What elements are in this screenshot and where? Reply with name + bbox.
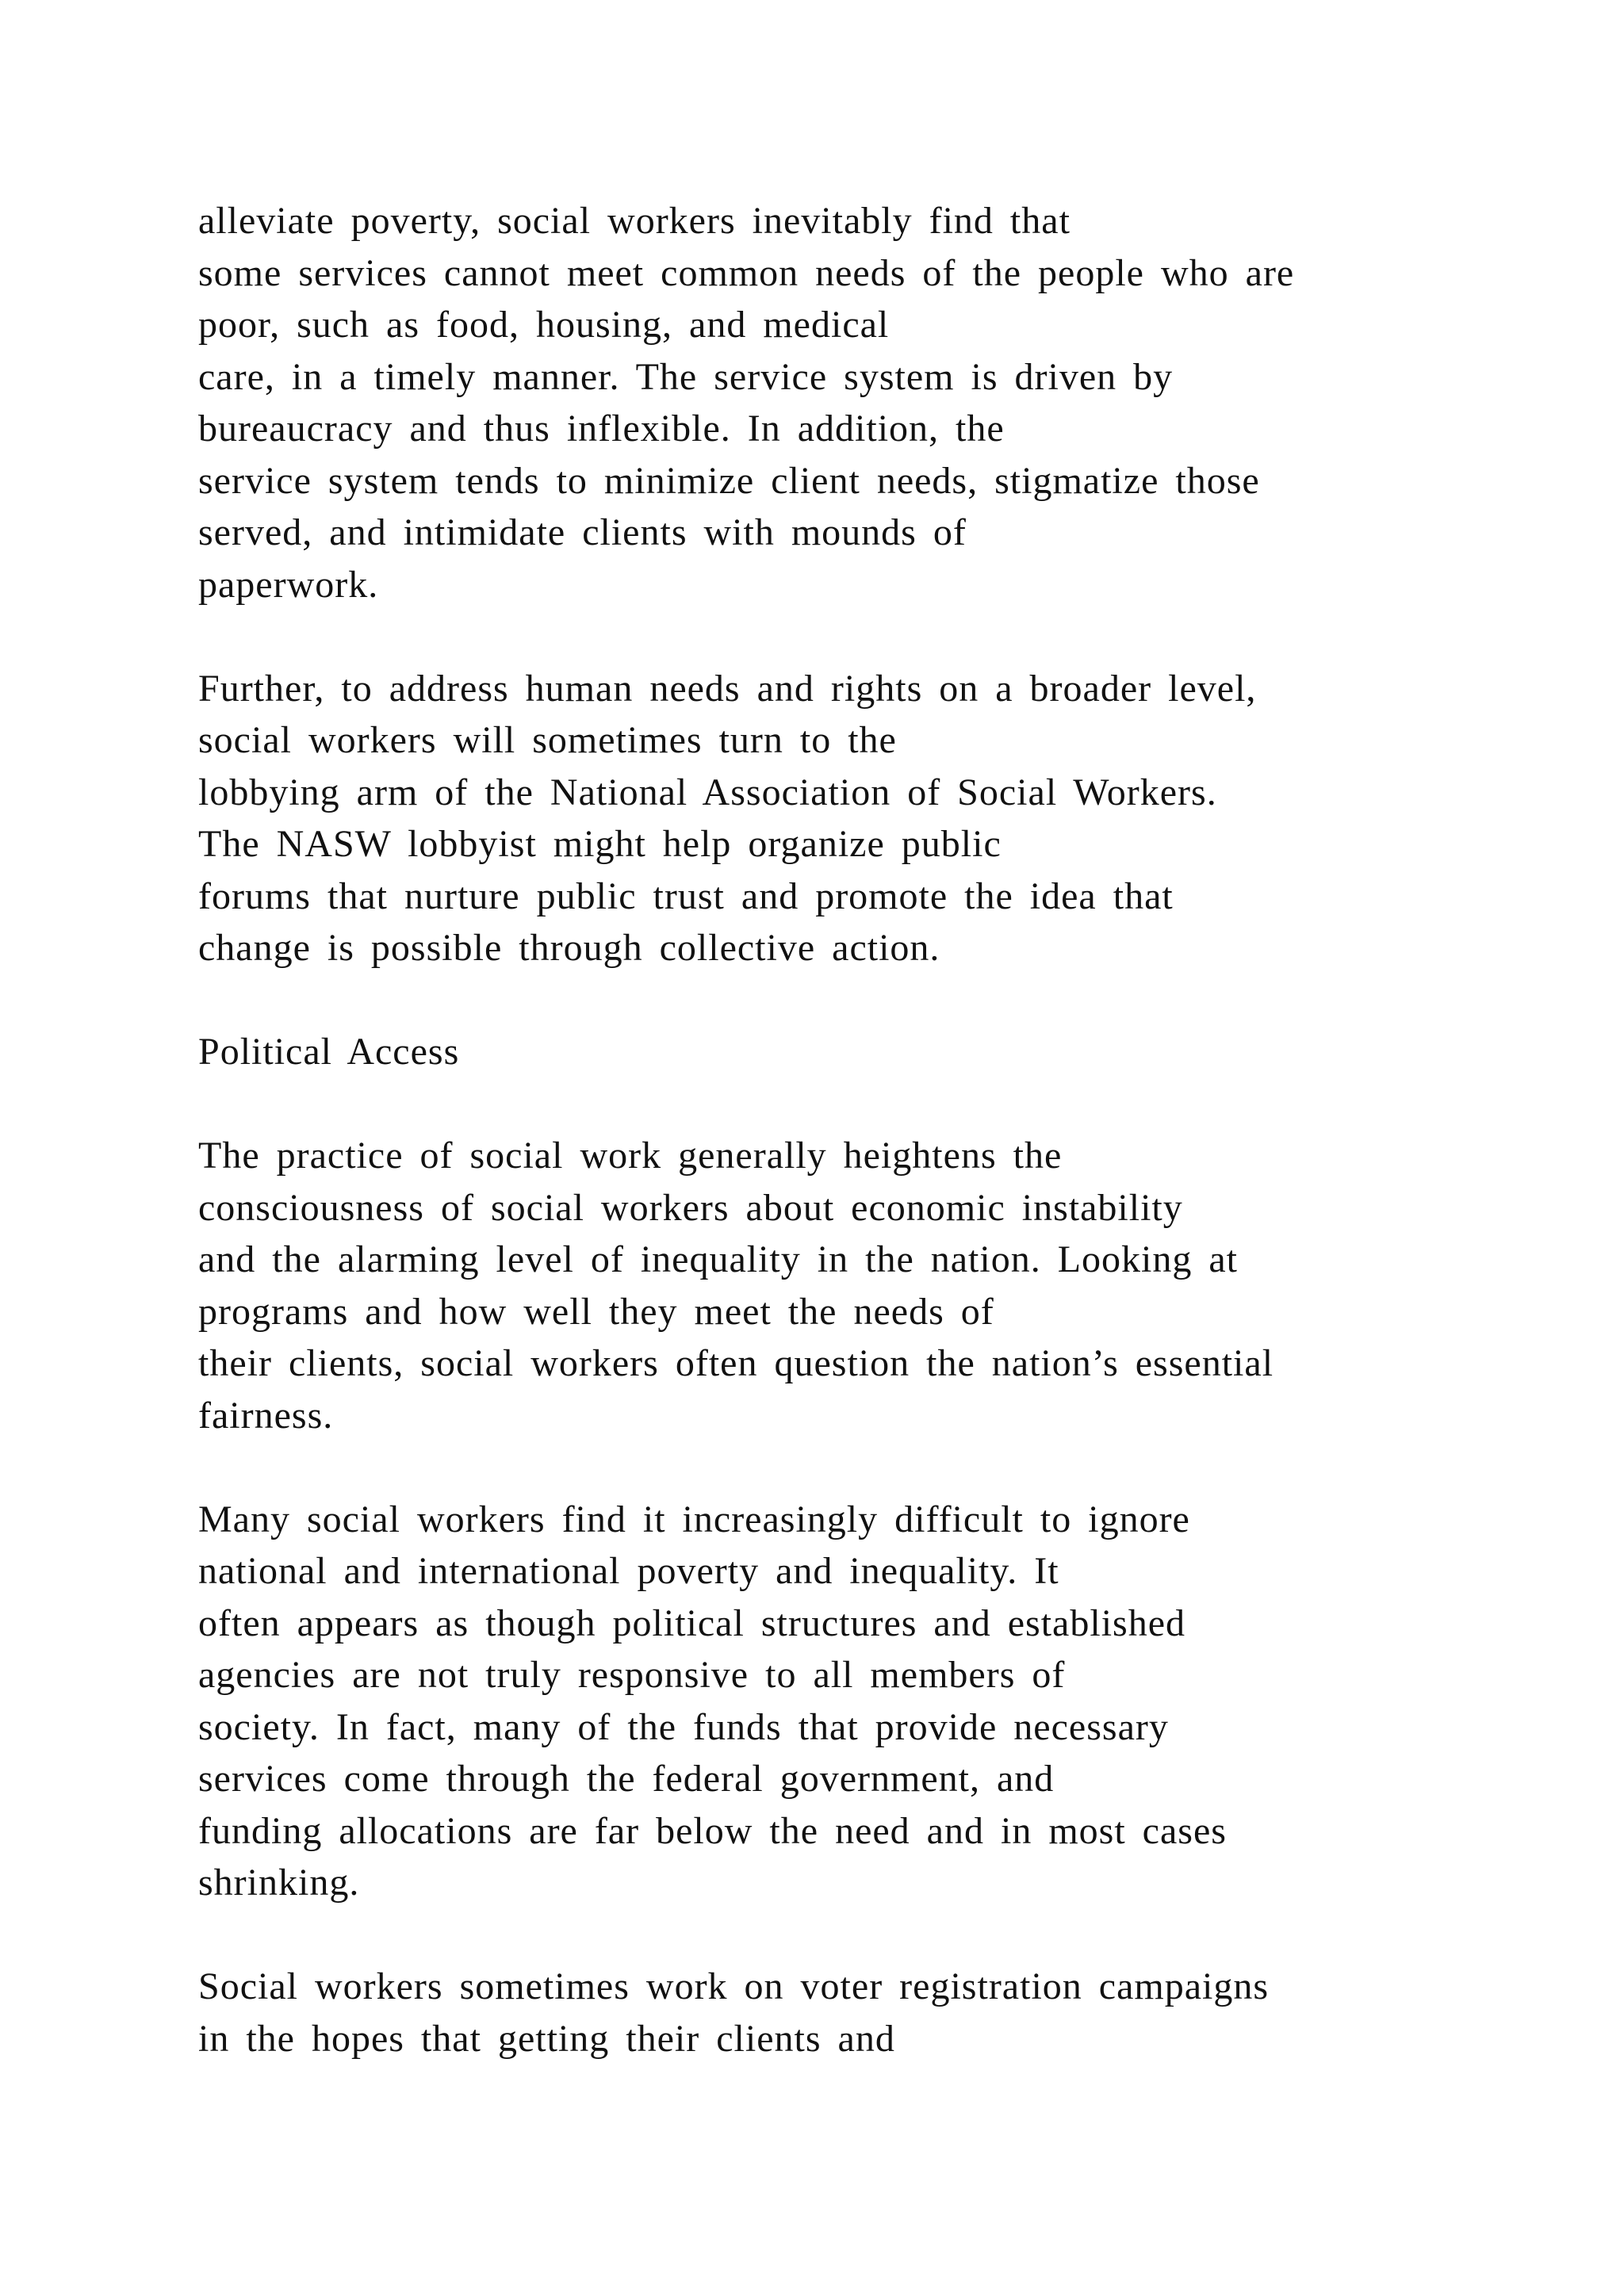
text-line: lobbying arm of the National Association of Social Workers.: [198, 771, 1217, 813]
text-line: forums that nurture public trust and promote the idea that: [198, 874, 1174, 917]
paragraph-gap: [198, 1441, 1546, 1494]
text-line: alleviate poverty, social workers inevitably find that: [198, 200, 1071, 242]
text-line: The NASW lobbyist might help organize public: [198, 823, 1002, 865]
paragraph-gap: [198, 1078, 1546, 1131]
text-line: in the hopes that getting their clients and: [198, 2017, 895, 2060]
text-line: The practice of social work generally heightens the: [198, 1135, 1063, 1177]
text-line: funding allocations are far below the need and in most cases: [198, 1809, 1227, 1852]
text-line: bureaucracy and thus inflexible. In addition, the: [198, 408, 1005, 450]
text-line: often appears as though political structures and established: [198, 1601, 1186, 1644]
text-line: Further, to address human needs and rights on a broader level,: [198, 667, 1257, 710]
text-line: care, in a timely manner. The service system is driven by: [198, 355, 1174, 398]
paragraph-gap: [198, 974, 1546, 1027]
paragraph-gap: [198, 1909, 1546, 1961]
text-line: some services cannot meet common needs of the people who are: [198, 251, 1295, 294]
text-line: their clients, social workers often question the nation’s essential: [198, 1342, 1274, 1384]
text-line: agencies are not truly responsive to all members of: [198, 1654, 1066, 1696]
text-line: poor, such as food, housing, and medical: [198, 304, 890, 346]
text-line: services come through the federal government, and: [198, 1758, 1055, 1800]
text-line: fairness.: [198, 1394, 334, 1437]
text-line: social workers will sometimes turn to the: [198, 719, 897, 761]
paragraph-gap: [198, 610, 1546, 663]
text-line: consciousness of social workers about economic instability: [198, 1186, 1183, 1229]
text-line: paperwork.: [198, 563, 379, 606]
section-heading: Political Access: [198, 1031, 460, 1073]
text-line: shrinking.: [198, 1862, 360, 1904]
text-line: national and international poverty and inequality. It: [198, 1550, 1059, 1592]
text-line: Social workers sometimes work on voter registration campaigns: [198, 1965, 1270, 2007]
text-line: programs and how well they meet the needs of: [198, 1290, 994, 1333]
text-line: Many social workers find it increasingly difficult to ignore: [198, 1498, 1190, 1540]
document-text: [198, 195, 1546, 2064]
text-line: served, and intimidate clients with mounds of: [198, 511, 967, 553]
text-line: change is possible through collective action.: [198, 927, 940, 969]
text-line: service system tends to minimize client needs, stigmatize those: [198, 459, 1260, 502]
text-line: society. In fact, many of the funds that provide necessary: [198, 1705, 1169, 1748]
text-line: and the alarming level of inequality in the nation. Looking at: [198, 1238, 1239, 1280]
